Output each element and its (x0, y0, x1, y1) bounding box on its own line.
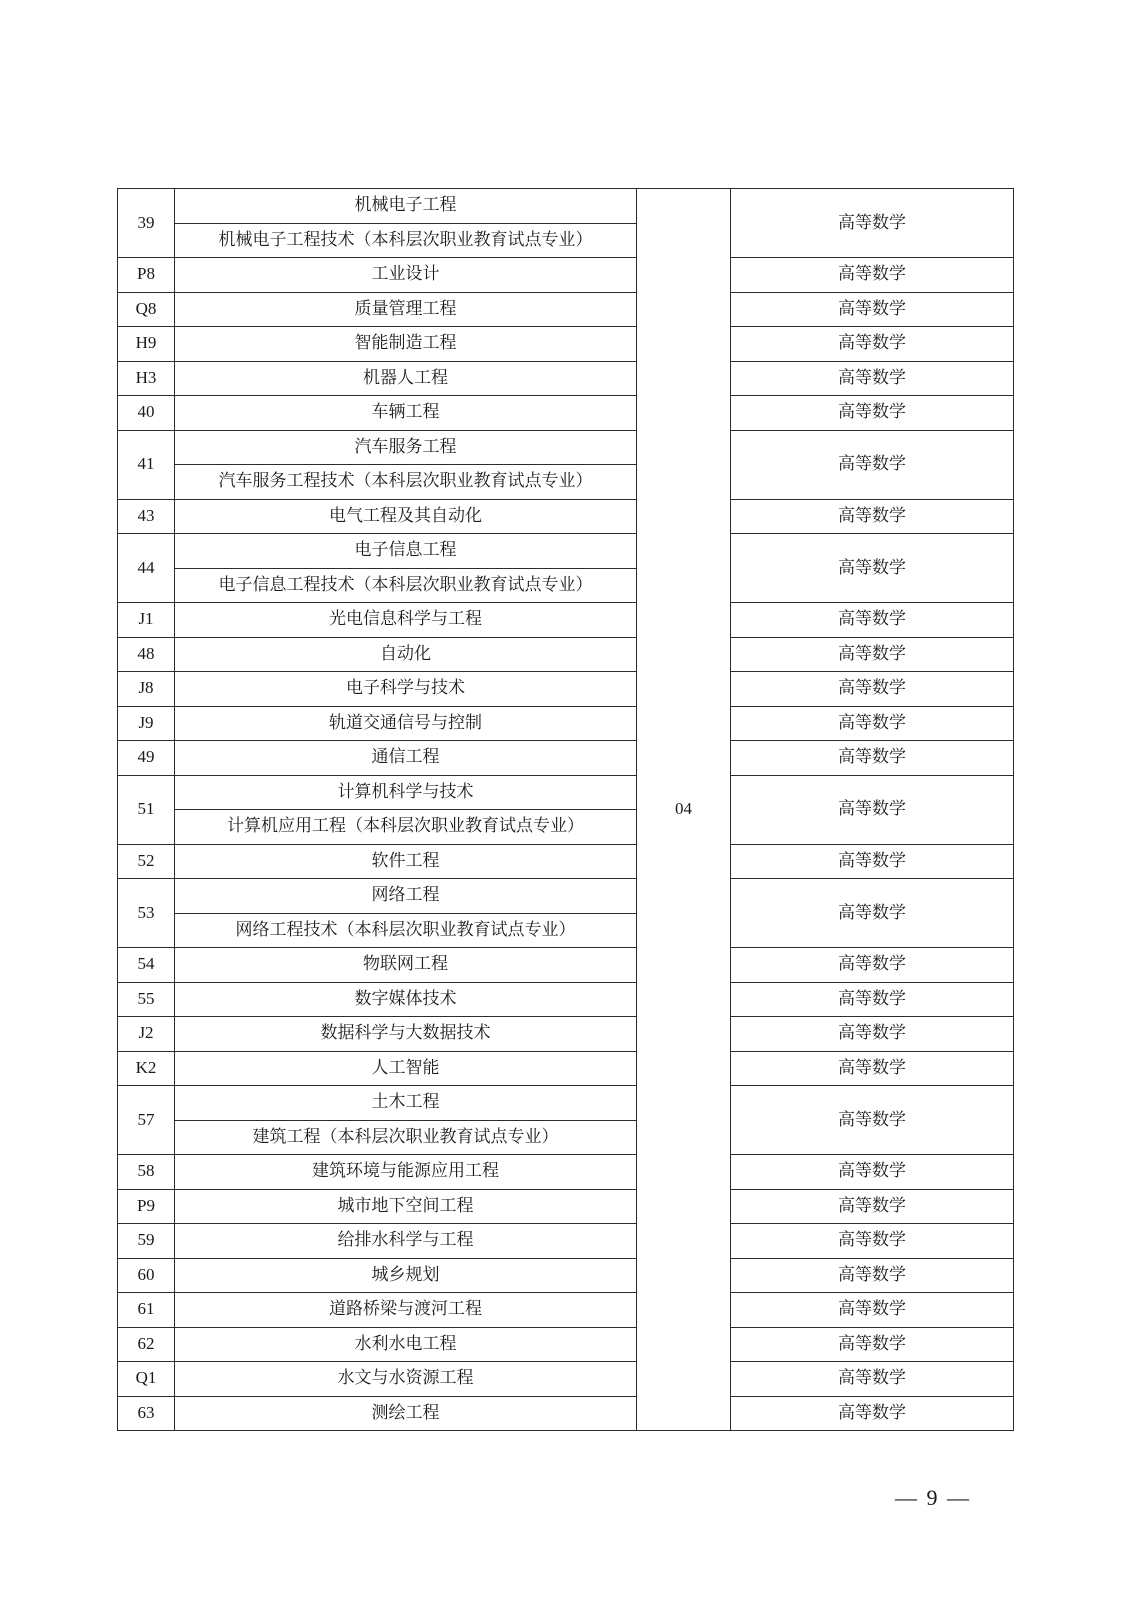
major-code-cell: 43 (118, 499, 175, 534)
table-row (118, 1224, 1014, 1259)
exam-subject-cell: 高等数学 (731, 706, 1014, 741)
exam-subject-cell: 高等数学 (731, 1017, 1014, 1052)
major-code-cell: 39 (118, 189, 175, 258)
exam-subject-cell: 高等数学 (731, 879, 1014, 948)
major-name-cell: 物联网工程 (175, 948, 637, 983)
major-code-cell: 55 (118, 982, 175, 1017)
table-row (118, 741, 1014, 776)
major-name-cell: 智能制造工程 (175, 327, 637, 362)
page-number: — 9 — (895, 1485, 971, 1510)
major-code-cell: 54 (118, 948, 175, 983)
table-row (118, 1258, 1014, 1293)
table-row (118, 430, 1014, 465)
major-code-cell: 61 (118, 1293, 175, 1328)
major-code-cell: 51 (118, 775, 175, 844)
major-name-cell: 工业设计 (175, 258, 637, 293)
major-name-cell: 电子科学与技术 (175, 672, 637, 707)
major-code-cell: J8 (118, 672, 175, 707)
table-row (118, 1155, 1014, 1190)
major-name-cell: 水利水电工程 (175, 1327, 637, 1362)
table-row (118, 327, 1014, 362)
table-row (118, 1189, 1014, 1224)
exam-subject-cell: 高等数学 (731, 1051, 1014, 1086)
major-name-cell: 城乡规划 (175, 1258, 637, 1293)
table-row (118, 672, 1014, 707)
major-code-cell: 40 (118, 396, 175, 431)
exam-subject-cell: 高等数学 (731, 1155, 1014, 1190)
major-name-cell: 网络工程技术（本科层次职业教育试点专业） (175, 913, 637, 948)
table-row (118, 1327, 1014, 1362)
table-row (118, 1293, 1014, 1328)
exam-subject-cell: 高等数学 (731, 982, 1014, 1017)
table-row (118, 1017, 1014, 1052)
table-row (118, 292, 1014, 327)
exam-subject-cell: 高等数学 (731, 844, 1014, 879)
major-code-cell: 41 (118, 430, 175, 499)
table-row (118, 499, 1014, 534)
major-name-cell: 计算机科学与技术 (175, 775, 637, 810)
major-code-cell: 49 (118, 741, 175, 776)
exam-subject-cell: 高等数学 (731, 396, 1014, 431)
exam-subject-cell: 高等数学 (731, 948, 1014, 983)
exam-subject-cell: 高等数学 (731, 534, 1014, 603)
exam-subject-cell: 高等数学 (731, 741, 1014, 776)
major-code-cell: 62 (118, 1327, 175, 1362)
major-code-cell: 53 (118, 879, 175, 948)
major-name-cell: 电气工程及其自动化 (175, 499, 637, 534)
major-code-cell: 44 (118, 534, 175, 603)
table-row (118, 1051, 1014, 1086)
major-name-cell: 机械电子工程 (175, 189, 637, 224)
major-name-cell: 电子信息工程 (175, 534, 637, 569)
exam-subject-cell: 高等数学 (731, 1189, 1014, 1224)
table-row (118, 879, 1014, 914)
table-row (118, 1396, 1014, 1431)
exam-subject-cell: 高等数学 (731, 672, 1014, 707)
exam-subject-cell: 高等数学 (731, 1224, 1014, 1259)
major-code-cell: J9 (118, 706, 175, 741)
table-row (118, 534, 1014, 569)
table-row (118, 1362, 1014, 1397)
exam-subject-cell: 高等数学 (731, 637, 1014, 672)
major-name-cell: 轨道交通信号与控制 (175, 706, 637, 741)
major-code-cell: P9 (118, 1189, 175, 1224)
major-code-cell: J2 (118, 1017, 175, 1052)
exam-subject-cell: 高等数学 (731, 1396, 1014, 1431)
exam-subject-cell: 高等数学 (731, 258, 1014, 293)
group-code-cell: 04 (637, 189, 731, 1431)
exam-subject-cell: 高等数学 (731, 1086, 1014, 1155)
table-row (118, 189, 1014, 224)
exam-subject-cell: 高等数学 (731, 1362, 1014, 1397)
exam-subject-cell: 高等数学 (731, 292, 1014, 327)
major-code-cell: 60 (118, 1258, 175, 1293)
major-code-cell: 57 (118, 1086, 175, 1155)
major-code-cell: 59 (118, 1224, 175, 1259)
table-row (118, 706, 1014, 741)
exam-subject-cell: 高等数学 (731, 327, 1014, 362)
exam-subject-cell: 高等数学 (731, 430, 1014, 499)
table-row (118, 1086, 1014, 1121)
major-name-cell: 光电信息科学与工程 (175, 603, 637, 638)
major-name-cell: 建筑环境与能源应用工程 (175, 1155, 637, 1190)
major-name-cell: 测绘工程 (175, 1396, 637, 1431)
major-name-cell: 机器人工程 (175, 361, 637, 396)
major-subject-table (117, 188, 1014, 1431)
major-name-cell: 网络工程 (175, 879, 637, 914)
table-row (118, 982, 1014, 1017)
major-name-cell: 土木工程 (175, 1086, 637, 1121)
major-name-cell: 水文与水资源工程 (175, 1362, 637, 1397)
major-name-cell: 数字媒体技术 (175, 982, 637, 1017)
major-code-cell: J1 (118, 603, 175, 638)
major-name-cell: 通信工程 (175, 741, 637, 776)
major-name-cell: 自动化 (175, 637, 637, 672)
exam-subject-cell: 高等数学 (731, 603, 1014, 638)
major-code-cell: 52 (118, 844, 175, 879)
table-row (118, 637, 1014, 672)
exam-subject-cell: 高等数学 (731, 1327, 1014, 1362)
major-name-cell: 建筑工程（本科层次职业教育试点专业） (175, 1120, 637, 1155)
major-code-cell: 63 (118, 1396, 175, 1431)
major-name-cell: 人工智能 (175, 1051, 637, 1086)
major-name-cell: 道路桥梁与渡河工程 (175, 1293, 637, 1328)
major-code-cell: Q8 (118, 292, 175, 327)
table-row (118, 603, 1014, 638)
major-code-cell: H3 (118, 361, 175, 396)
major-code-cell: P8 (118, 258, 175, 293)
table-body (118, 189, 1014, 1431)
major-code-cell: 48 (118, 637, 175, 672)
table-row (118, 396, 1014, 431)
major-code-cell: H9 (118, 327, 175, 362)
major-name-cell: 汽车服务工程技术（本科层次职业教育试点专业） (175, 465, 637, 500)
major-name-cell: 软件工程 (175, 844, 637, 879)
major-name-cell: 给排水科学与工程 (175, 1224, 637, 1259)
major-code-cell: Q1 (118, 1362, 175, 1397)
table-row (118, 361, 1014, 396)
table-row (118, 948, 1014, 983)
major-code-cell: K2 (118, 1051, 175, 1086)
major-name-cell: 电子信息工程技术（本科层次职业教育试点专业） (175, 568, 637, 603)
table-row (118, 844, 1014, 879)
exam-subject-cell: 高等数学 (731, 361, 1014, 396)
major-name-cell: 数据科学与大数据技术 (175, 1017, 637, 1052)
major-name-cell: 汽车服务工程 (175, 430, 637, 465)
table-row (118, 775, 1014, 810)
major-name-cell: 计算机应用工程（本科层次职业教育试点专业） (175, 810, 637, 845)
major-name-cell: 质量管理工程 (175, 292, 637, 327)
exam-subject-cell: 高等数学 (731, 499, 1014, 534)
major-name-cell: 城市地下空间工程 (175, 1189, 637, 1224)
major-code-cell: 58 (118, 1155, 175, 1190)
major-name-cell: 机械电子工程技术（本科层次职业教育试点专业） (175, 223, 637, 258)
exam-subject-cell: 高等数学 (731, 1258, 1014, 1293)
major-name-cell: 车辆工程 (175, 396, 637, 431)
exam-subject-cell: 高等数学 (731, 775, 1014, 844)
table-row (118, 258, 1014, 293)
exam-subject-cell: 高等数学 (731, 1293, 1014, 1328)
exam-subject-cell: 高等数学 (731, 189, 1014, 258)
